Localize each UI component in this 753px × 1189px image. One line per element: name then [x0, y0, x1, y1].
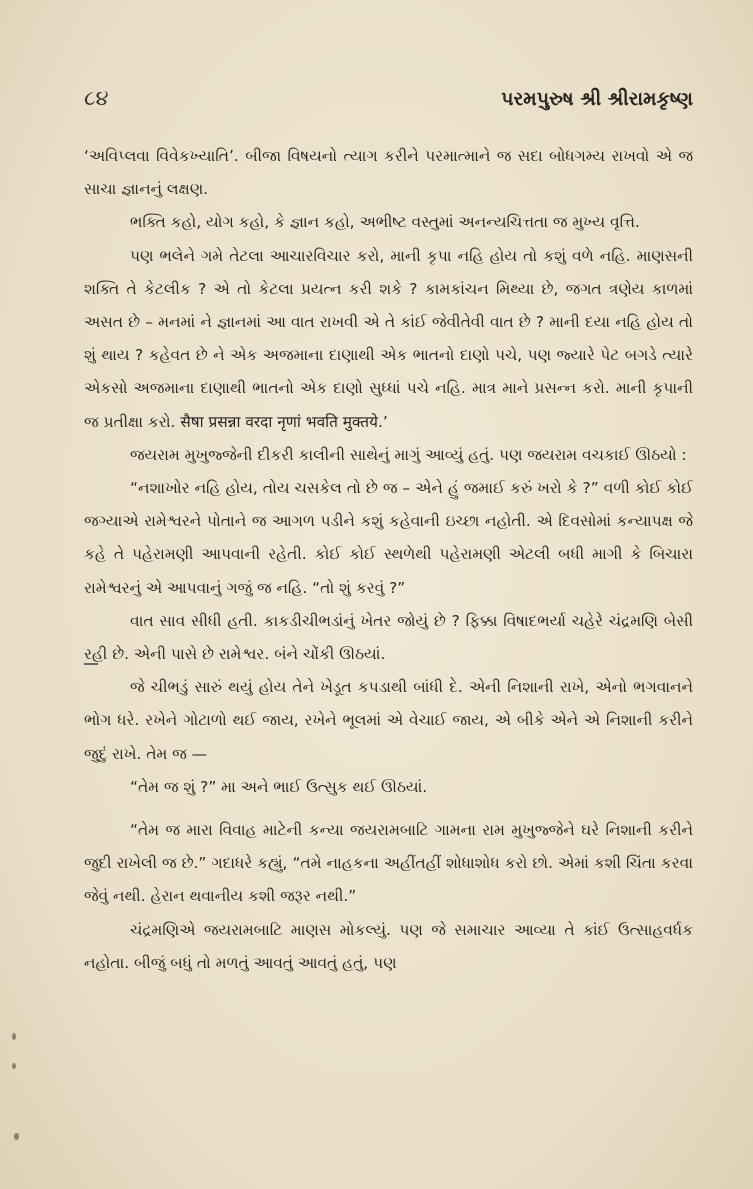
margin-mark — [84, 663, 98, 665]
paragraph: જે ચીભડું સારું થયું હોય તેને ખેડૂત કપડાથી બાંધી દે. એની નિશાની રાખે, એનો ભગવાનને ભોગ ધરે. રખેને ગોટાળો થઈ જાય, રખેને ભૂલમાં એ વેચાઈ જાય, એ બીકે એને એ નિશાની કરીને જુદું રાખે. તેમ જ — — [84, 678, 693, 763]
paragraph: ભક્તિ કહો, યોગ કહો, કે જ્ઞાન કહો, અભીષ્ટ વસ્તુમાં અનન્યચિત્તતા જ મુખ્ય વૃત્તિ. — [130, 213, 640, 232]
paper-speck — [12, 1033, 16, 1040]
paragraph: ‘અવિપ્લવા વિવેકખ્યાતિ’. બીજા વિષયનો ત્યાગ કરીને પરમાત્માને જ સદા બોધગમ્ય રાખવો એ જ સાચા જ્ઞાનનું લક્ષણ. — [84, 147, 693, 199]
paragraph: “તેમ જ મારા વિવાહ માટેની કન્યા જયરામબાટિ ગામના રામ મુખુજ્જેને ઘરે નિશાની કરીને જુદી રાખેલી જ છે.” ગદાધરે કહ્યું, “તમે નાહકના અહીંતહીં શોધાશોધ કરો છો. એમાં કશી ચિંતા કરવા જેવું નથી. હેરાન થવાનીય કશી જરૂર નથી.” — [84, 821, 693, 906]
paper-speck — [12, 1063, 16, 1069]
paragraph: “તેમ જ શું ?” મા અને ભાઈ ઉત્સુક થઈ ઊઠયાં. — [130, 777, 428, 796]
running-title: પરમપુરુષ શ્રી શ્રીરામકૃષ્ણ — [501, 88, 693, 110]
page-number: ૮૪ — [84, 86, 109, 110]
page-header — [84, 86, 693, 111]
paper-speck — [14, 1133, 19, 1140]
paragraph: ચંદ્રમણિએ જયરામબાટિ માણસ મોકલ્યું. પણ જે સમાચાર આવ્યા તે કાંઈ ઉત્સાહવર્ધક નહોતા. બીજું બધું તો મળતું આવતું આવતું હતું, પણ — [84, 920, 693, 972]
paragraph: “નશાખોર નહિ હોય, તોય ચસકેલ તો છે જ – એને હું જમાઈ કરું ખરો કે ?” વળી કોઈ કોઈ જગ્યાએ રામેશ્વરને પોતાને જ આગળ પડીને કશું કહેવાની ઇચ્છા નહોતી. એ દિવસોમાં કન્યાપક્ષ જે કહે તે પહેરામણી આપવાની રહેતી. કોઈ કોઈ સ્થળેથી પહેરામણી એટલી બધી માગી કે બિચારા રામેશ્વરનું એ આપવાનું ગજું જ નહિ. “તો શું કરવું ?” — [84, 479, 693, 597]
paragraph: જયરામ મુખુજ્જેની દીકરી કાલીની સાથેનું માગું આવ્યું હતું. પણ જયરામ વચકાઈ ઊઠયો : — [130, 445, 687, 464]
page-body — [84, 140, 693, 980]
paragraph: પણ ભલેને ગમે તેટલા આચારવિચાર કરો, માની કૃપા નહિ હોય તો કશું વળે નહિ. માણસની શક્તિ તે કેટલીક ? એ તો કેટલા પ્રયત્ન કરી શકે ? કામકાંચન મિથ્યા છે, જગત ત્રણેય કાળમાં અસત છે – મનમાં ને જ્ઞાનમાં આ વાત રાખવી એ તે કાંઈ જેવીતેવી વાત છે ? માની દયા નહિ હોય તો શું થાય ? કહેવત છે ને એક અજમાના દાણાથી એક ભાતનો દાણો પચે, પણ જ્યારે પેટ બગડે ત્યારે એકસો અજમાના દાણાથી ભાતનો એક દાણો સુધ્ધાં પચે નહિ. માત્ર માને પ્રસન્ન કરો. માની કૃપાની જ પ્રતીક્ષા કરો. सैषा प्रसन्ना वरदा नृणां भवति मुक्तये.’ — [84, 246, 693, 431]
paragraph: વાત સાવ સીધી હતી. કાકડીચીભડાંનું ખેતર જોયું છે ? ફિક્કા વિષાદભર્યા ચહેરે ચંદ્રમણિ બેસી રહી છે. એની પાસે છે રામેશ્વર. બંને ચોંકી ઊઠયાં. — [84, 611, 693, 664]
